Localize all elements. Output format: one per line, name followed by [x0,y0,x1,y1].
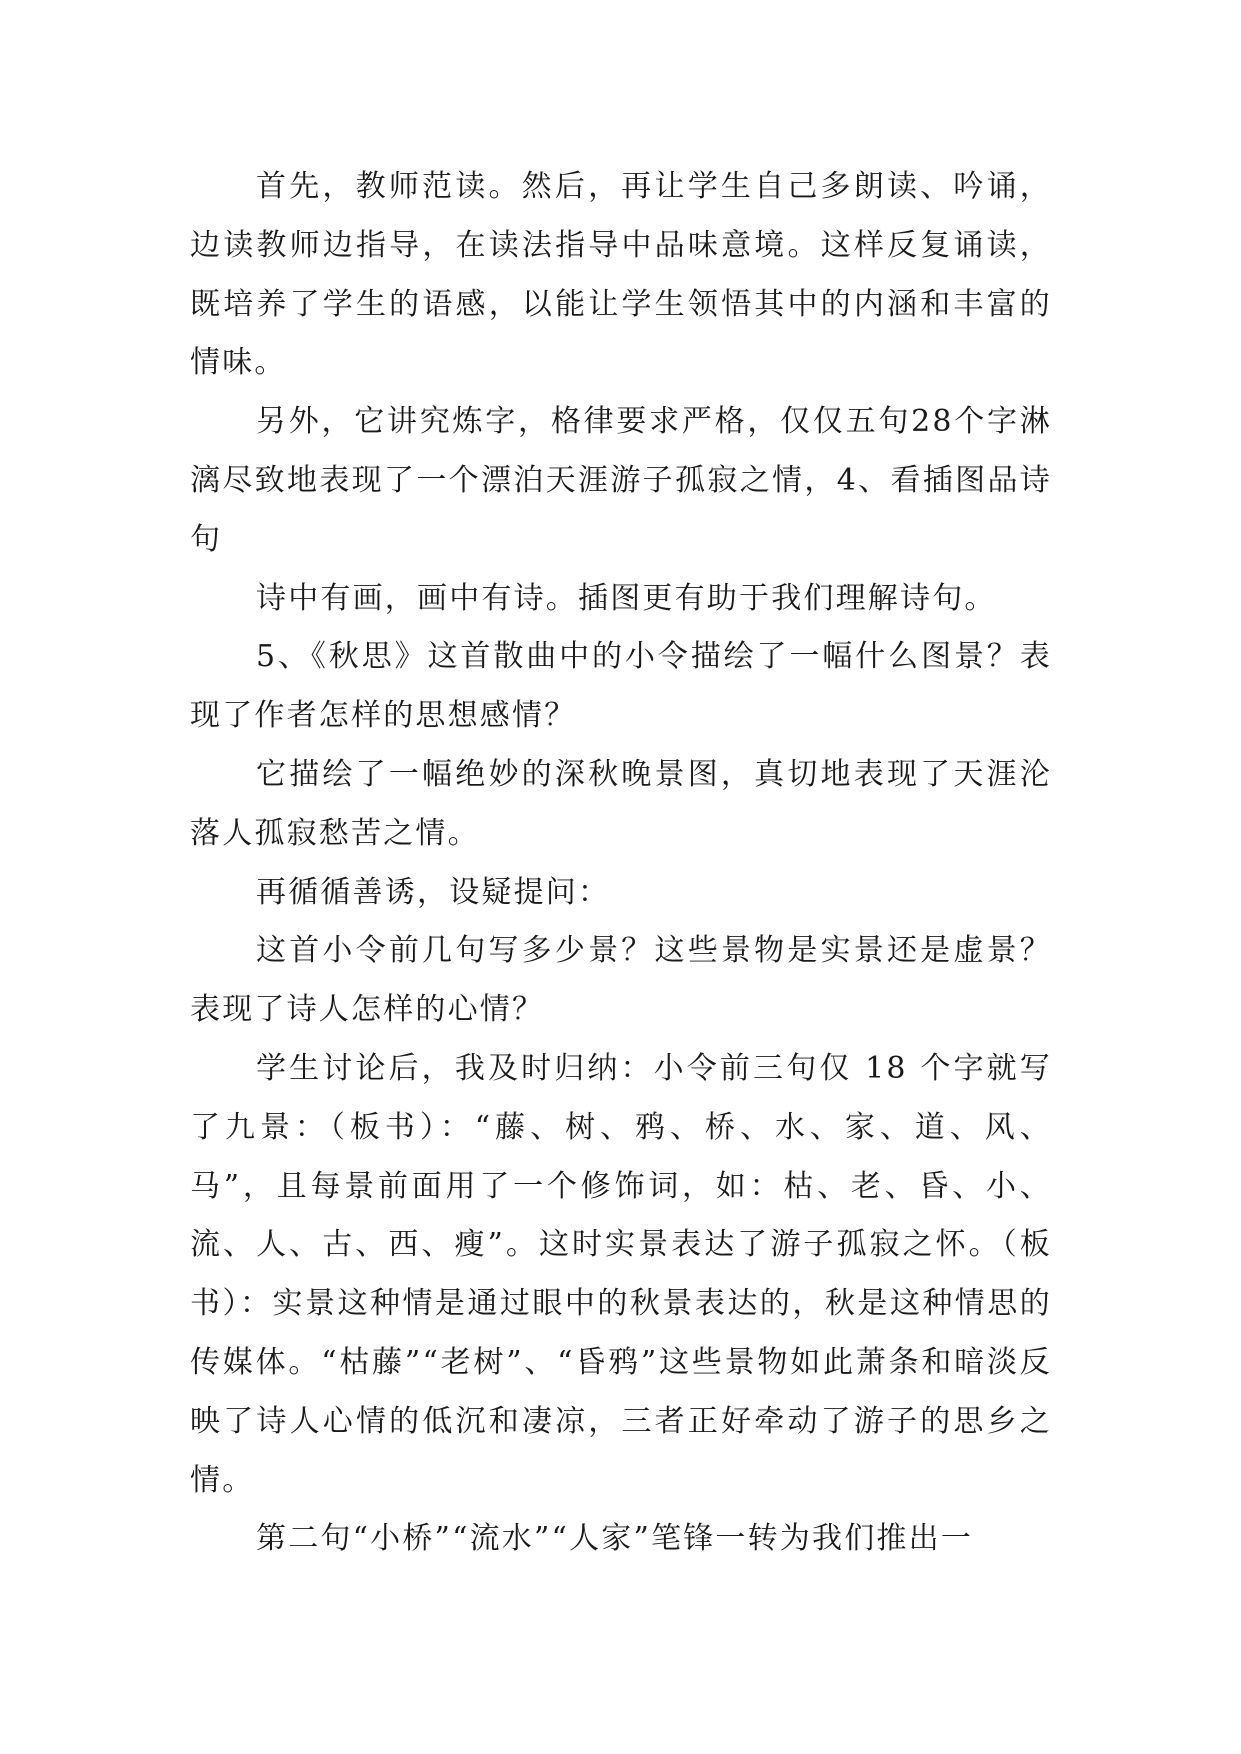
paragraph-6: 再循循善诱，设疑提问： [256,874,611,910]
paragraph-1: 首先，教师范读。然后，再让学生自己多朗读、吟诵，边读教师边指导，在读法指导中品味意境。这样反复诵读，既培养了学生的语感，以能让学生领悟其中的内涵和丰富的情味。 [190,169,1052,381]
paragraph-9: 第二句“小桥”“流水”“人家”笔锋一转为我们推出一 [256,1521,974,1557]
paragraph-7: 这首小令前几句写多少景？这些景物是实景还是虚景？表现了诗人怎样的心情？ [190,933,1052,1028]
paragraph-3: 诗中有画，画中有诗。插图更有助于我们理解诗句。 [256,580,997,616]
paragraph-4: 5、《秋思》这首散曲中的小令描绘了一幅什么图景？表现了作者怎样的思想感情？ [190,639,1052,734]
paragraph-8: 学生讨论后，我及时归纳：小令前三句仅 18 个字就写了九景：（板书）：“藤、树、鸦、桥、水、家、道、风、马”，且每景前面用了一个修饰词，如：枯、老、昏、小、流、人、古、西、瘦”。这时实景表达了游子孤寂之怀。（板书）：实景这种情是通过眼中的秋景表达的，秋是这种情思的传媒体。“枯藤”“老树”、“昏鸦”这些景物如此萧条和暗淡反映了诗人心情的低沉和凄凉，三者正好牵动了游子的思乡之情。 [190,1050,1052,1498]
paragraph-5: 它描绘了一幅绝妙的深秋晚景图，真切地表现了天涯沦落人孤寂愁苦之情。 [190,756,1052,851]
document-body [190,158,1052,1569]
paragraph-2: 另外，它讲究炼字，格律要求严格，仅仅五句28个字淋漓尽致地表现了一个漂泊天涯游子孤寂之情，4、看插图品诗句 [190,404,1052,557]
